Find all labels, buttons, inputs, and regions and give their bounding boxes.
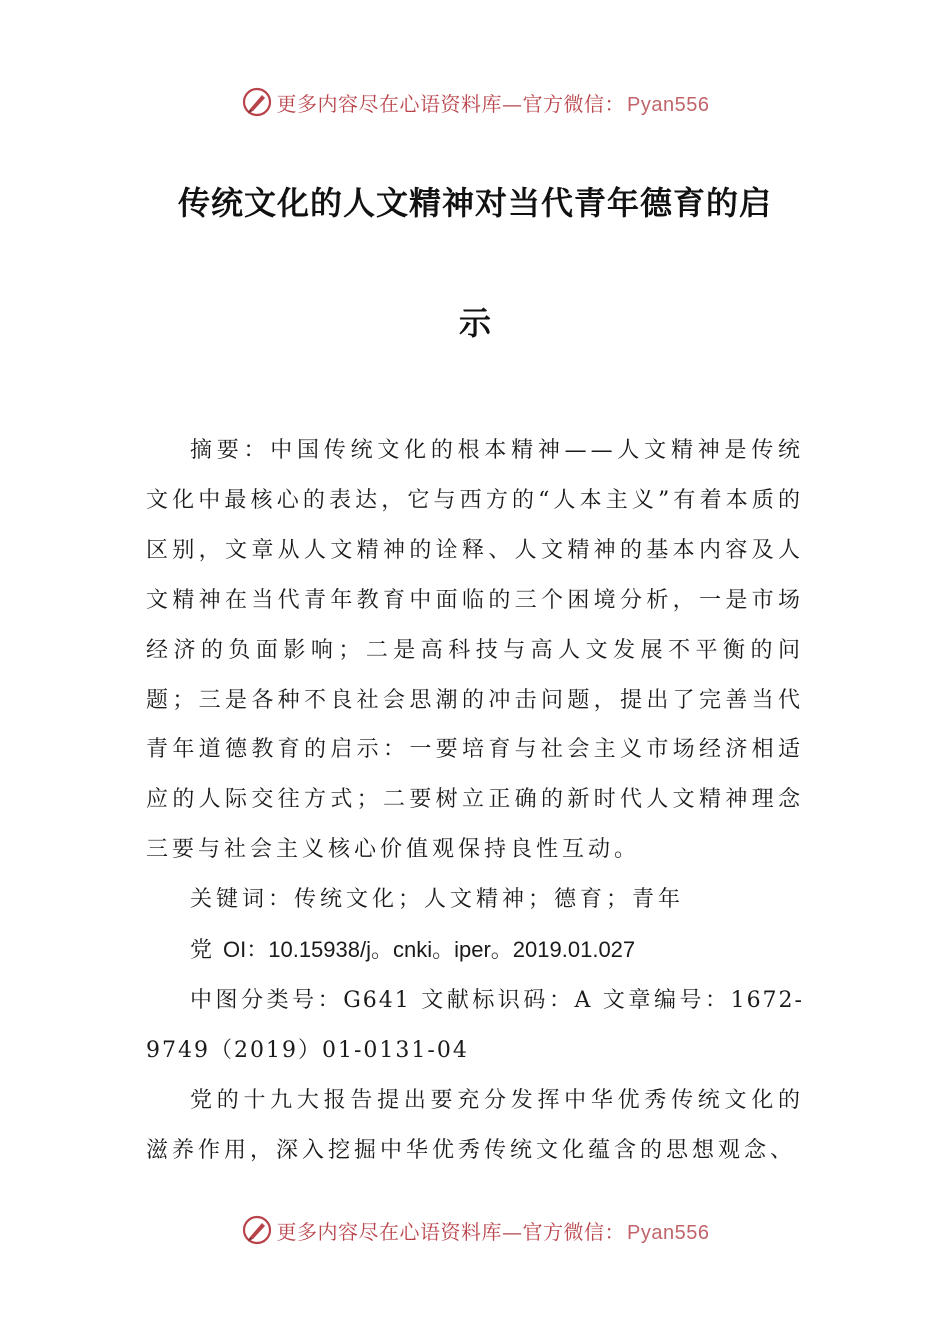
document-title-line-2: 示	[458, 304, 491, 342]
document-body	[146, 426, 804, 1176]
pen-logo-icon	[241, 1214, 273, 1246]
wechat-id: Pyan556	[627, 93, 710, 116]
classification-line: 中图分类号：G641 文献标识码：A 文章编号：1672-9749（2019）01-0131-04	[146, 987, 804, 1063]
watermark-banner-bottom	[0, 1210, 950, 1250]
watermark-banner-top	[0, 82, 950, 122]
watermark-text: 更多内容尽在心语资料库—官方微信： Pyan556	[276, 91, 710, 116]
doi-line	[146, 925, 804, 976]
pen-logo-icon	[241, 86, 273, 118]
watermark-text: 更多内容尽在心语资料库—官方微信： Pyan556	[276, 1219, 710, 1244]
doi-value: OI：10.15938/j。cnki。iper。2019.01.027	[223, 937, 636, 963]
wechat-id: Pyan556	[627, 1221, 710, 1244]
body-paragraph: 党的十九大报告提出要充分发挥中华优秀传统文化的滋养作用，深入挖掘中华优秀传统文化蕴含的思想观念、	[146, 1087, 804, 1163]
doi-label: 党	[190, 938, 215, 964]
abstract-paragraph: 摘要：中国传统文化的根本精神——人文精神是传统文化中最核心的表达，它与西方的“人本主义”有着本质的区别，文章从人文精神的诠释、人文精神的基本内容及人文精神在当代青年教育中面临的三个困境分析，一是市场经济的负面影响；二是高科技与高人文发展不平衡的问题；三是各种不良社会思潮的冲击问题，提出了完善当代青年道德教育的启示：一要培育与社会主义市场经济相适应的人际交往方式；二要树立正确的新时代人文精神理念三要与社会主义核心价值观保持良性互动。	[146, 438, 804, 863]
document-title-line-1: 传统文化的人文精神对当代青年德育的启	[177, 184, 772, 222]
keywords-line: 关键词：传统文化；人文精神；德育；青年	[190, 887, 685, 913]
